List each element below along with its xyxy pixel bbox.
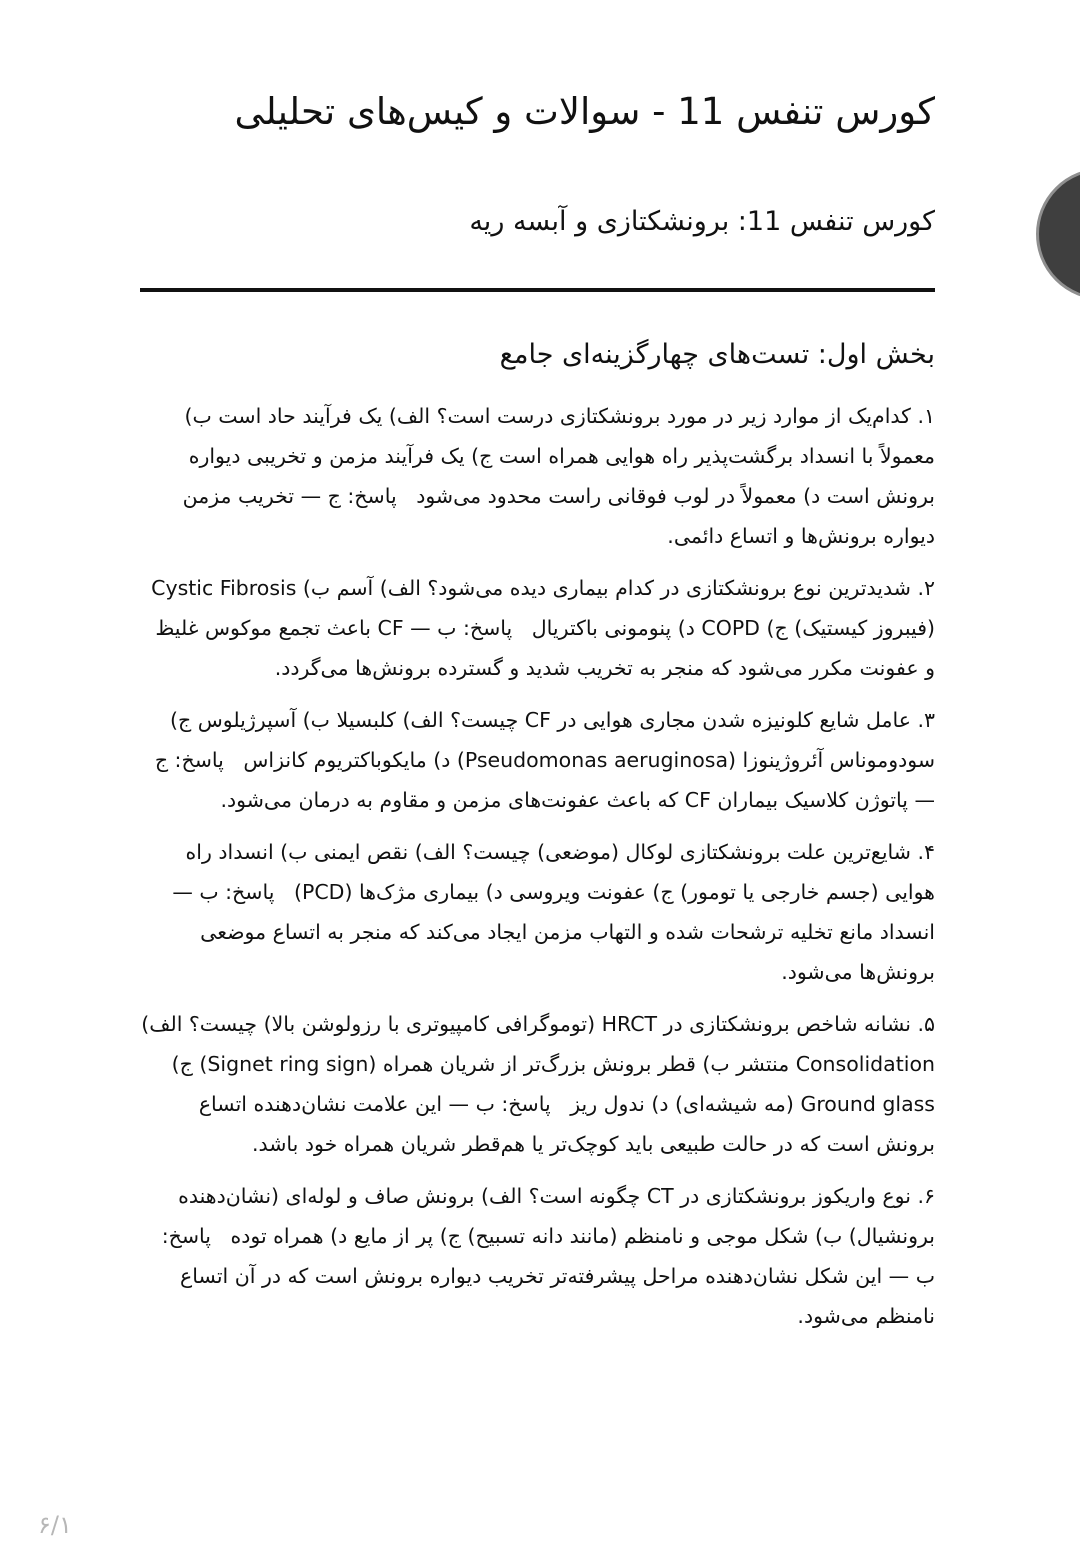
question-paragraph-3: ۳. عامل شایع کلونیزه شدن مجاری هوایی در CF چیست؟ الف) کلبسیلا ب) آسپرژیلوس ج) سودوموناس آئروژینوزا (Pseudomonas aeruginosa) د) مایکوباکتریوم کانزاس پاسخ: ج — پاتوژن کلاسیک بیماران CF که باعث عفونت‌های مزمن و مقاوم به درمان می‌شود. bbox=[154, 708, 935, 812]
question-paragraph-1: ۱. کدام‌یک از موارد زیر در مورد برونشکتازی درست است؟ الف) یک فرآیند حاد است ب) معمولاً با انسداد برگشت‌پذیر راه هوایی همراه است ج) یک فرآیند مزمن و تخریبی دیواره برونش است د) معمولاً در لوب فوقانی راست محدود می‌شود پاسخ: ج — تخریب مزمن دیواره برونش‌ها و اتساع دائمی. bbox=[182, 404, 935, 548]
question-paragraph-4: ۴. شایع‌ترین علت برونشکتازی لوکال (موضعی) چیست؟ الف) نقص ایمنی ب) انسداد راه هوایی (جسم خارجی یا تومور) ج) عفونت ویروسی د) بیماری مژک‌ها (PCD) پاسخ: ب — انسداد مانع تخلیه ترشحات شده و التهاب مزمن ایجاد می‌کند که منجر به اتساع موضعی برونش‌ها می‌شود. bbox=[172, 840, 935, 984]
page-title: کورس تنفس 11 - سوالات و کیس‌های تحلیلی bbox=[234, 90, 935, 133]
question-paragraph-5: ۵. نشانه شاخص برونشکتازی در HRCT (توموگرافی کامپیوتری با رزولوشن بالا) چیست؟ الف) Consolidation منتشر ب) قطر برونش بزرگ‌تر از شریان همراه (Signet ring sign) ج) Ground glass (مه شیشه‌ای) د) ندول ریز پاسخ: ب — این علامت نشان‌دهنده اتساع برونش است که در حالت طبیعی باید کوچک‌تر یا هم‌قطر شریان همراه خود باشد. bbox=[141, 1012, 935, 1156]
page-subtitle: کورس تنفس 11: برونشکتازی و آبسه ریه bbox=[469, 206, 935, 237]
section-heading: بخش اول: تست‌های چهارگزینه‌ای جامع bbox=[499, 339, 935, 370]
question-paragraph-2: ۲. شدیدترین نوع برونشکتازی در کدام بیماری دیده می‌شود؟ الف) آسم ب) Cystic Fibrosis (فیبروز کیستیک) ج) COPD د) پنومونی باکتریال پاسخ: ب — CF باعث تجمع موکوس غلیظ و عفونت مکرر می‌شود که منجر به تخریب شدید و گسترده برونش‌ها می‌گردد. bbox=[151, 576, 935, 680]
divider-rule bbox=[140, 288, 935, 292]
document-body bbox=[140, 84, 935, 1336]
corner-circle-decoration bbox=[1036, 168, 1080, 300]
question-paragraph-6: ۶. نوع واریکوز برونشکتازی در CT چگونه است؟ الف) برونش صاف و لوله‌ای (نشان‌دهنده برونشیال) ب) شکل موجی و نامنظم (مانند دانه تسبیح) ج) پر از مایع د) همراه توده پاسخ: ب — این شکل نشان‌دهنده مراحل پیشرفته‌تر تخریب دیواره برونش است که در آن اتساع نامنظم می‌شود. bbox=[161, 1184, 935, 1328]
page-number: ۶/۱ bbox=[38, 1511, 72, 1539]
